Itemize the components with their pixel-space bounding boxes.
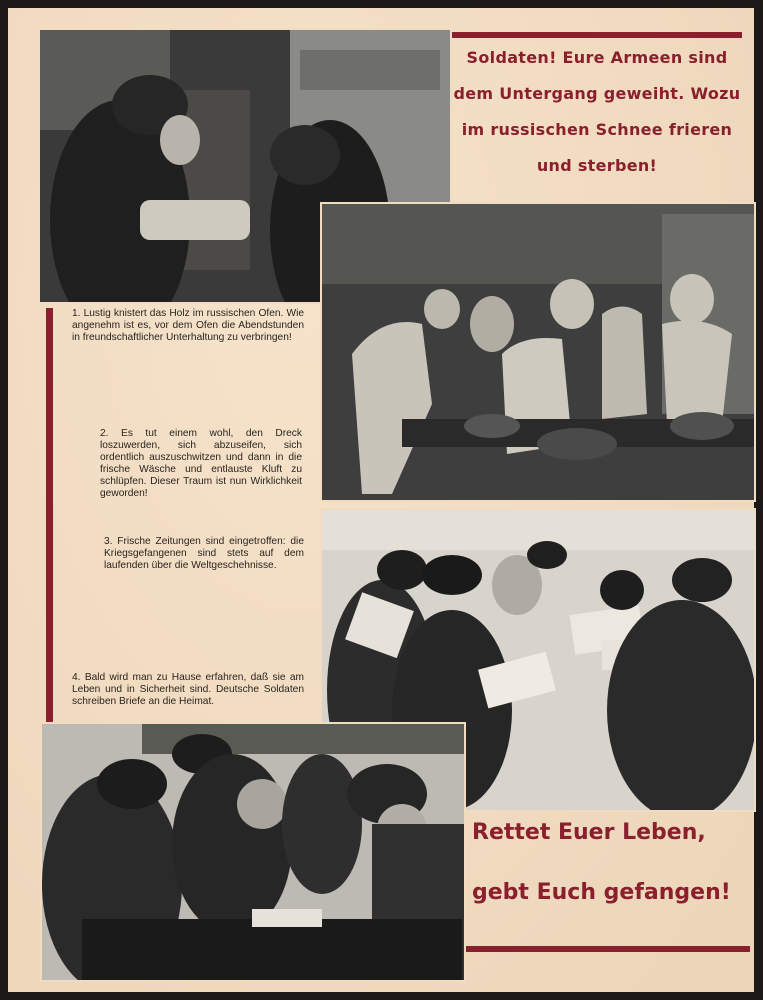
caption-3: 3. Frische Zeitungen sind eingetroffen: die Kriegsgefangenen sind stets auf dem laufenden über die Weltgeschehnisse. [104, 536, 304, 571]
photo-prisoners-writing-letters [40, 722, 466, 982]
headline-text [452, 40, 742, 184]
slogan-bottom-rule [466, 946, 750, 952]
left-vertical-rule [46, 308, 53, 726]
caption-4: 4. Bald wird man zu Hause erfahren, daß sie am Leben und in Sicherheit sind. Deutsche Soldaten schreiben Briefe an die Heimat. [72, 672, 304, 707]
headline-line-1: Soldaten! Eure Armeen sind [466, 48, 728, 67]
caption-2: 2. Es tut einem wohl, den Dreck loszuwerden, sich abzuseifen, sich ordentlich auszuschwitzen und dann in die frische Wäsche und entlauste Kluft zu schlüpfen. Dieser Traum ist nun Wirklichkeit geworden! [100, 428, 302, 499]
caption-1: 1. Lustig knistert das Holz im russischen Ofen. Wie angenehm ist es, vor dem Ofen die Abendstunden in freundschaftlicher Unterhaltung zu verbringen! [72, 308, 304, 343]
slogan-line-2: gebt Euch gefangen! [472, 880, 731, 905]
headline-line-4: und sterben! [536, 156, 658, 175]
slogan-line-1: Rettet Euer Leben, [472, 820, 706, 845]
headline-top-rule [452, 32, 742, 38]
photo-prisoners-washing [320, 202, 756, 502]
headline-line-2: dem Untergang geweiht. Wozu [453, 84, 741, 103]
headline-line-3: im russischen Schnee frieren [461, 120, 733, 139]
